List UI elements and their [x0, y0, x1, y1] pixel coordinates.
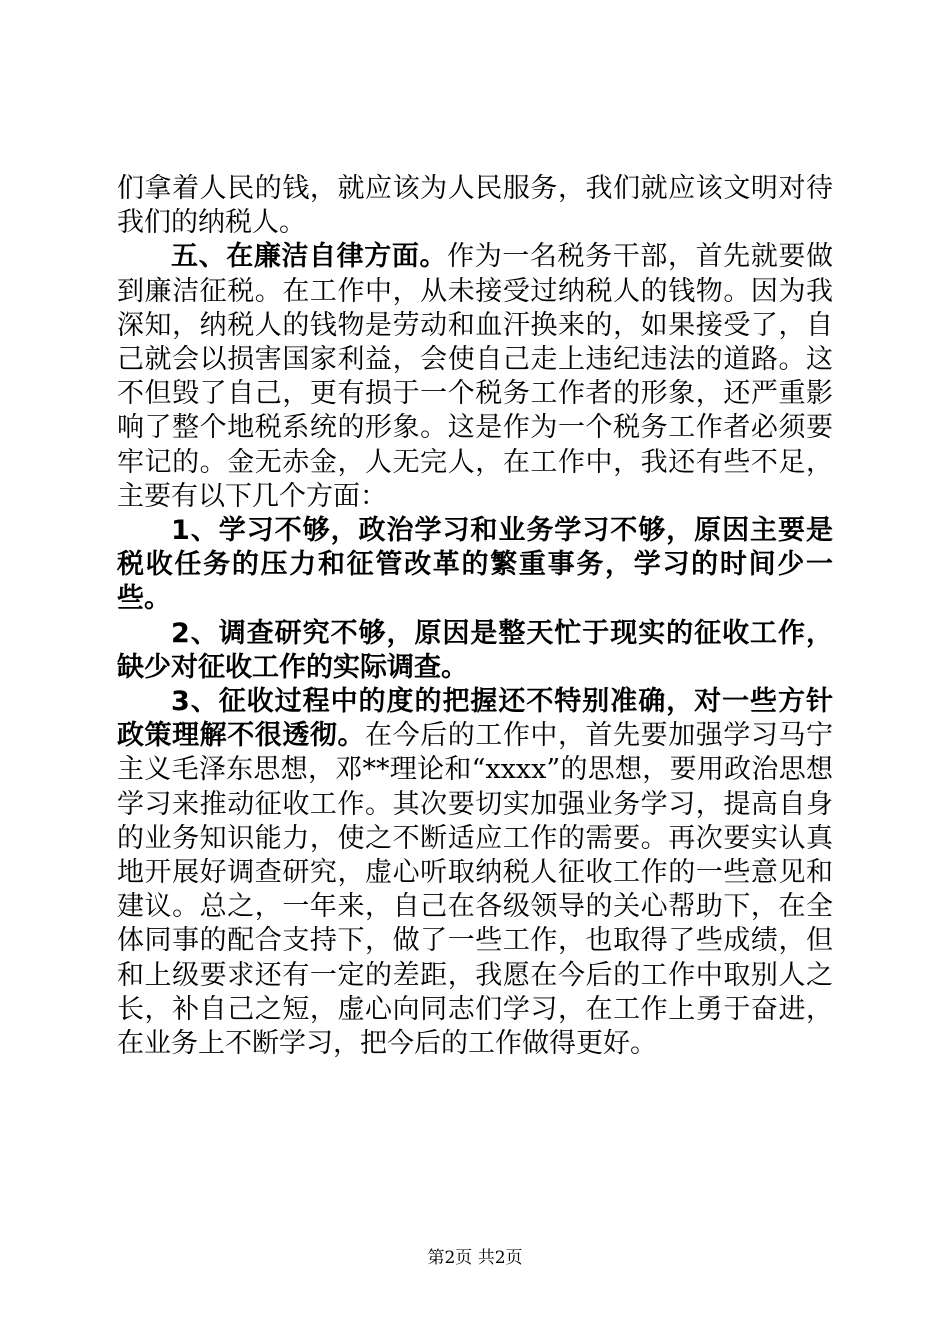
paragraph-text: 们拿着人民的钱，就应该为人民服务，我们就应该文明对待我们的纳税人。: [117, 173, 833, 239]
list-item-heading: 2、调查研究不够，原因是整天忙于现实的征收工作，缺少对征收工作的实际调查。: [117, 617, 833, 683]
paragraph-item-1: [117, 514, 833, 617]
list-item-heading: 1、学习不够，政治学习和业务学习不够，原因主要是税收任务的压力和征管改革的繁重事务，学习的时间少一些。: [117, 515, 833, 615]
paragraph-continuation: [117, 172, 833, 240]
page-number-footer: 第2页 共2页: [427, 1248, 523, 1268]
document-body: [117, 172, 833, 1061]
paragraph-integrity: [117, 240, 833, 514]
paragraph-text: 作为一名税务干部，首先就要做到廉洁征税。在工作中，从未接受过纳税人的钱物。因为我深知，纳税人的钱物是劳动和血汗换来的，如果接受了，自己就会以损害国家利益，会使自己走上违纪违法的道路。这不但毁了自己，更有损于一个税务工作者的形象，还严重影响了整个地税系统的形象。这是作为一个税务工作者必须要牢记的。金无赤金，人无完人，在工作中，我还有些不足，主要有以下几个方面：: [117, 241, 834, 512]
paragraph-text: 在今后的工作中，首先要加强学习马宁主义毛泽东思想，邓**理论和“xxxx”的思想，要用政治思想学习来推动征收工作。其次要切实加强业务学习，提高自身的业务知识能力，使之不断适应工作的需要。再次要实认真地开展好调查研究，虚心听取纳税人征收工作的一些意见和建议。总之，一年来，自己在各级领导的关心帮助下，在全体同事的配合支持下，做了一些工作，也取得了些成绩，但和上级要求还有一定的差距，我愿在今后的工作中取别人之长，补自己之短，虚心向同志们学习，在工作上勇于奋进，在业务上不断学习，把今后的工作做得更好。: [117, 720, 834, 1060]
paragraph-item-2: [117, 617, 833, 685]
paragraph-item-3: [117, 685, 833, 1061]
section-heading: 五、在廉洁自律方面。: [171, 241, 448, 273]
list-item-heading: 3、征收过程中的度的把握还不特别准确，对一些方针政策理解不很透彻。: [117, 686, 833, 752]
